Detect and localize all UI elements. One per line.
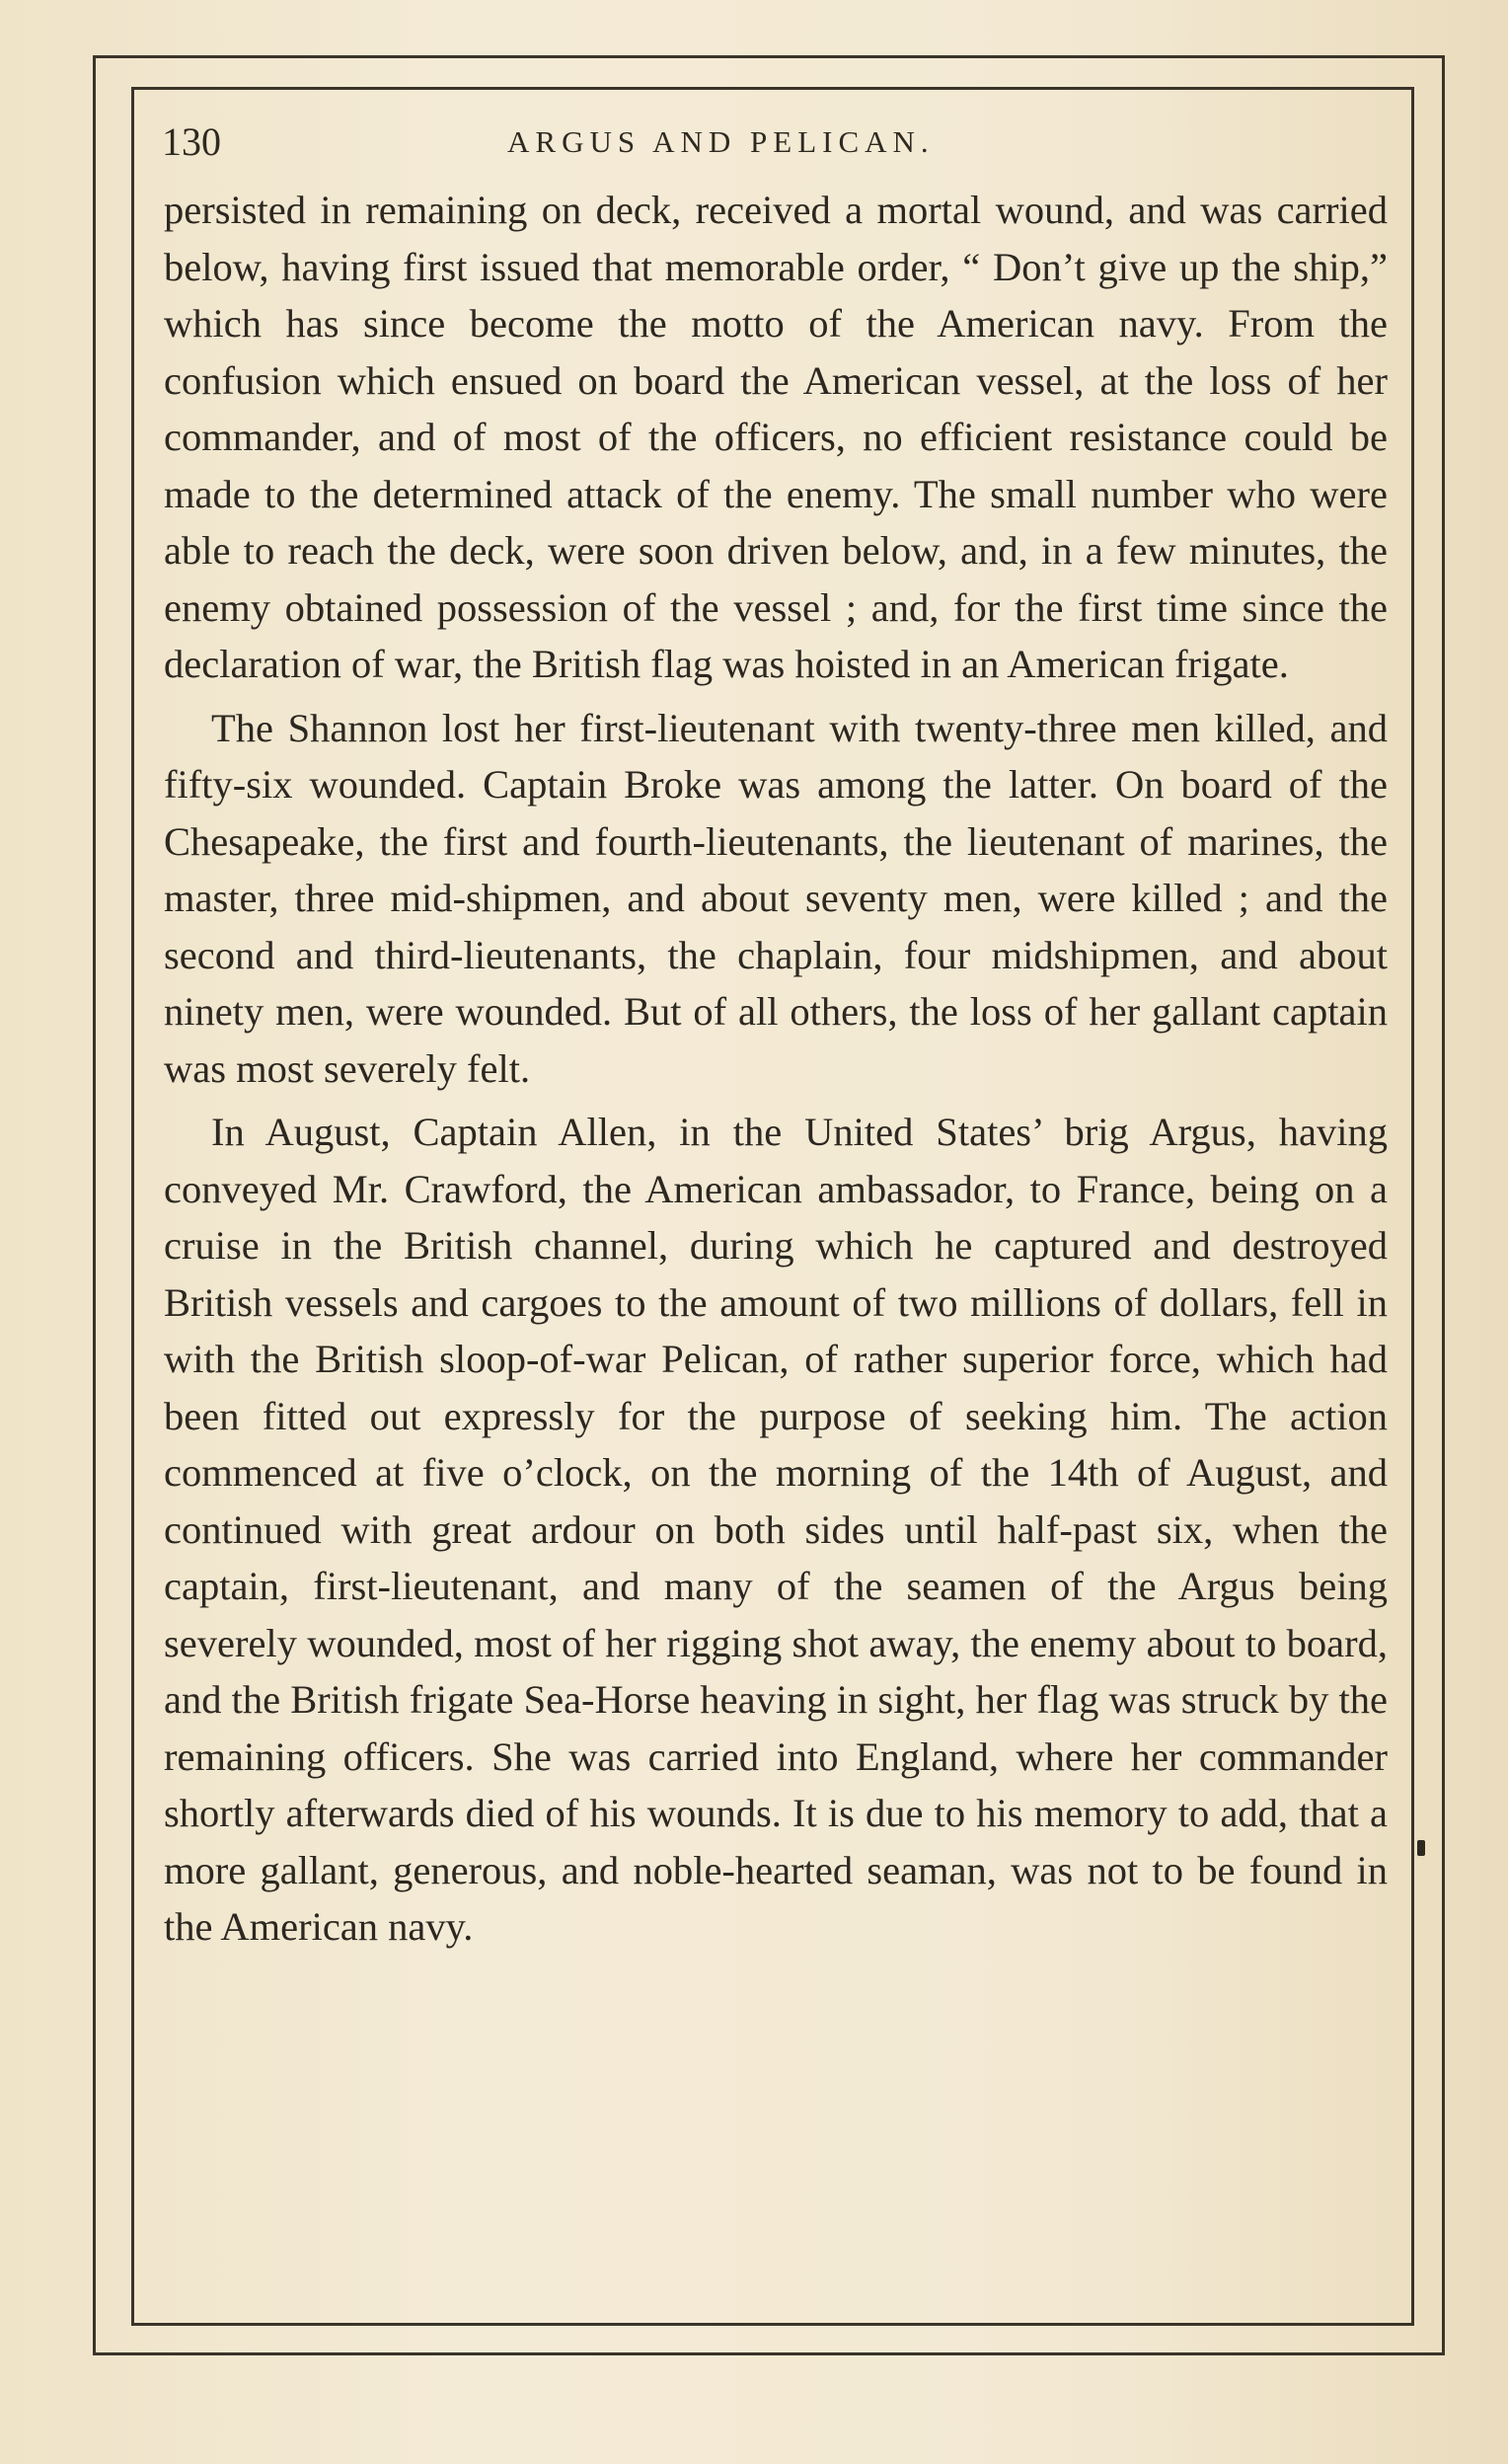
page-number: 130 [162,119,221,164]
page-header [162,113,1395,182]
margin-mark [1417,1840,1425,1856]
running-title: ARGUS AND PELICAN. [507,124,935,159]
paragraph-1: persisted in remaining on deck, received a mortal wound, and was carried below, having first issued that memorable order, “ Don’t give up the ship,” which has since become the motto of the American navy. From the confusion which ensued on board the American vessel, at the loss of her commander, and of most of the officers, no efficient resistance could be made to the determined attack of the enemy. The small number who were able to reach the deck, were soon driven below, and, in a few minutes, the enemy obtained possession of the vessel ; and, for the first time since the declaration of war, the British flag was hoisted in an American frigate. [164,188,1388,686]
paragraph-2: The Shannon lost her first-lieutenant with twenty-three men killed, and fifty-six wounded. Captain Broke was among the latter. On board of the Chesapeake, the first and fourth-lieutenants, the lieutenant of marines, the master, three mid-shipmen, and about seventy men, were killed ; and the second and third-lieutenants, the chaplain, four midshipmen, and about ninety men, were wounded. But of all others, the loss of her gallant captain was most severely felt. [164,705,1388,1091]
body-text [164,182,1388,1956]
paragraph-3: In August, Captain Allen, in the United States’ brig Argus, having conveyed Mr. Crawford, the American ambassador, to France, being on a cruise in the British channel, during which he captured and destroyed British vessels and cargoes to the amount of two millions of dollars, fell in with the British sloop-of-war Pelican, of rather superior force, which had been fitted out expressly for the purpose of seeking him. The action commenced at five o’clock, on the morning of the 14th of August, and continued with great ardour on both sides until half-past six, when the captain, first-lieutenant, and many of the seamen of the Argus being severely wounded, most of her rigging shot away, the enemy about to board, and the British frigate Sea-Horse heaving in sight, her flag was struck by the remaining officers. She was carried into England, where her commander shortly afterwards died of his wounds. It is due to his memory to add, that a more gallant, generous, and noble-hearted seaman, was not to be found in the American navy. [164,1110,1388,1949]
